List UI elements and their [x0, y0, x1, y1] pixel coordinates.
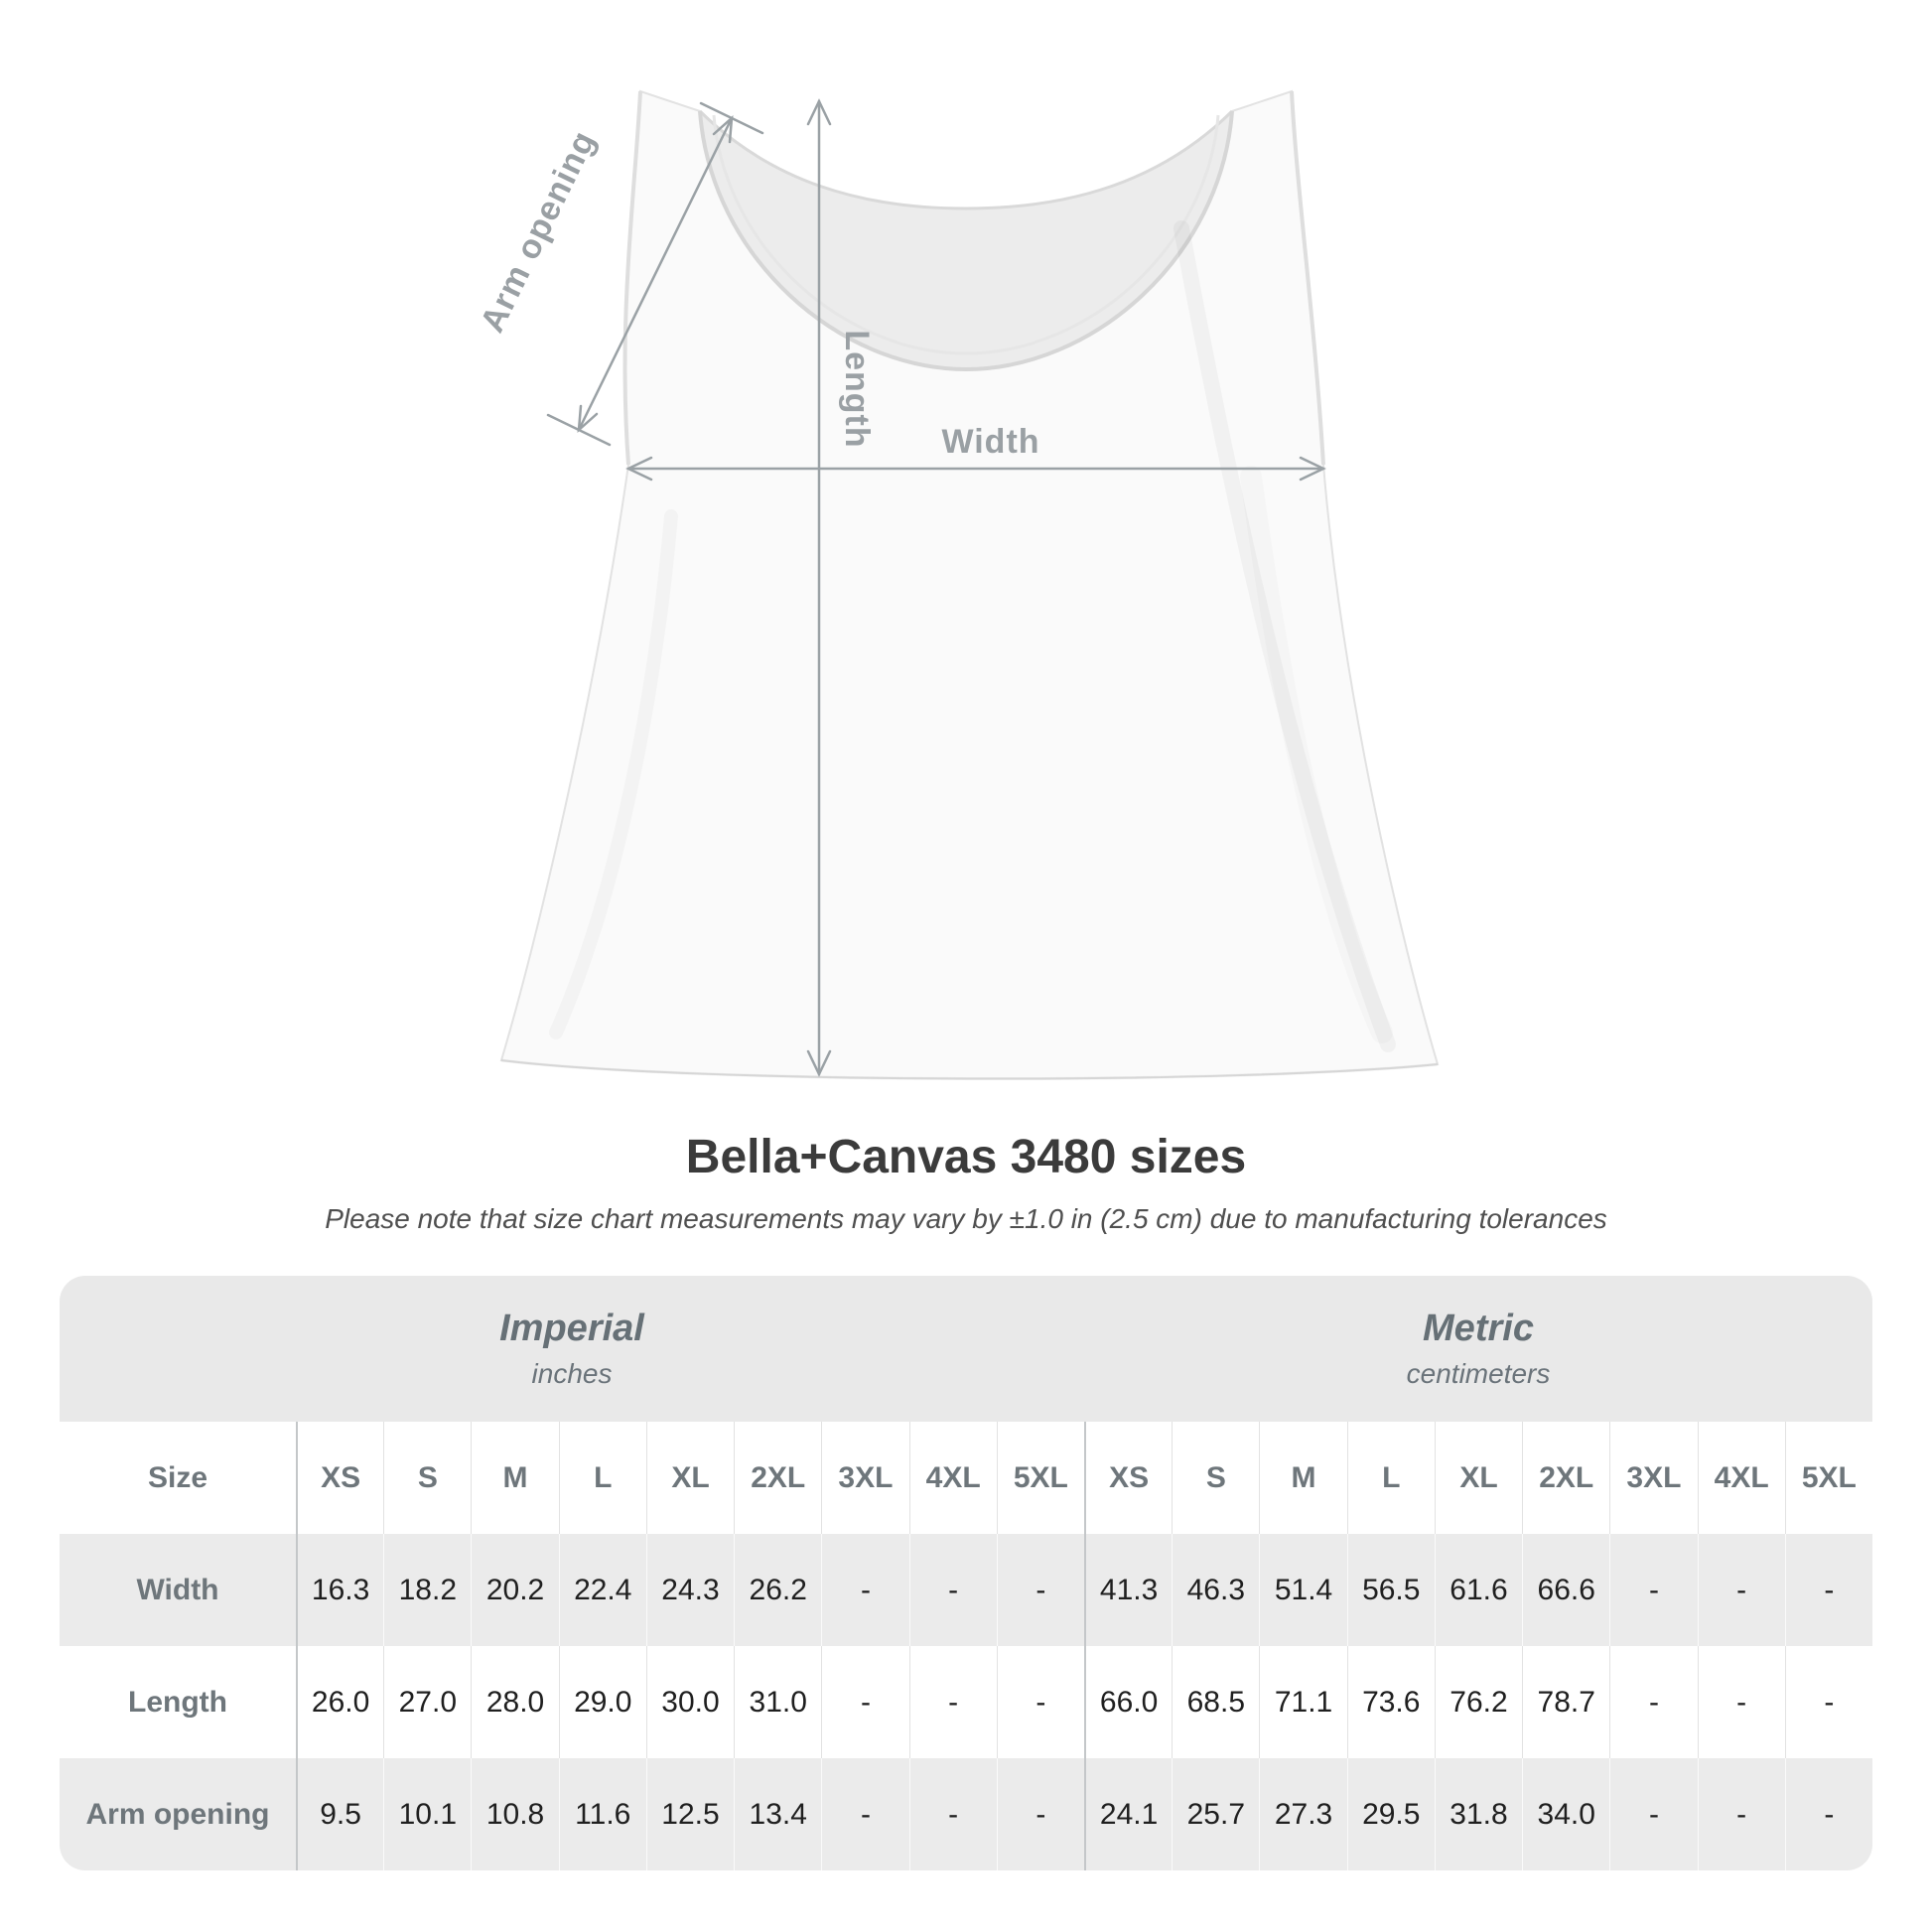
value-cell: 73.6 — [1347, 1646, 1435, 1758]
value-cell: - — [1609, 1758, 1697, 1870]
value-cell: - — [909, 1534, 997, 1646]
value-cell: 24.1 — [1084, 1758, 1172, 1870]
value-cell: 61.6 — [1435, 1534, 1522, 1646]
size-table — [60, 1276, 1872, 1870]
value-cell: 10.8 — [471, 1758, 558, 1870]
size-column-header: 5XL — [997, 1422, 1084, 1534]
arm-opening-label: Arm opening — [473, 124, 604, 339]
value-cell: 16.3 — [296, 1534, 383, 1646]
value-cell: 34.0 — [1522, 1758, 1609, 1870]
value-cell: 78.7 — [1522, 1646, 1609, 1758]
value-cell: 26.0 — [296, 1646, 383, 1758]
value-cell: 13.4 — [734, 1758, 821, 1870]
value-cell: 28.0 — [471, 1646, 558, 1758]
size-column-header: XL — [646, 1422, 734, 1534]
size-column-header: XS — [296, 1422, 383, 1534]
value-cell: 68.5 — [1172, 1646, 1259, 1758]
width-label: Width — [941, 423, 1040, 461]
value-cell: 9.5 — [296, 1758, 383, 1870]
value-cell: - — [1785, 1758, 1872, 1870]
value-cell: 12.5 — [646, 1758, 734, 1870]
value-cell: - — [997, 1646, 1084, 1758]
value-cell: 27.0 — [383, 1646, 471, 1758]
value-cell: - — [821, 1646, 908, 1758]
value-cell: 46.3 — [1172, 1534, 1259, 1646]
imperial-group-header — [60, 1276, 1084, 1422]
value-cell: - — [997, 1534, 1084, 1646]
value-cell: 31.0 — [734, 1646, 821, 1758]
value-cell: 76.2 — [1435, 1646, 1522, 1758]
size-column-header: 4XL — [1698, 1422, 1785, 1534]
metric-group-header — [1084, 1276, 1872, 1422]
size-column-title: Size — [147, 1460, 208, 1494]
unit-group-band — [60, 1276, 1872, 1422]
size-column-header: 3XL — [1609, 1422, 1697, 1534]
value-cell: - — [1698, 1646, 1785, 1758]
value-cell: - — [997, 1758, 1084, 1870]
value-cell: - — [1609, 1534, 1697, 1646]
value-cell: 51.4 — [1259, 1534, 1346, 1646]
value-cell: 18.2 — [383, 1534, 471, 1646]
value-cell: 25.7 — [1172, 1758, 1259, 1870]
size-column-header: L — [1347, 1422, 1435, 1534]
value-cell: 41.3 — [1084, 1534, 1172, 1646]
value-cell: - — [909, 1646, 997, 1758]
size-column-header: S — [1172, 1422, 1259, 1534]
table-row-length — [60, 1646, 1872, 1758]
value-cell: 20.2 — [471, 1534, 558, 1646]
tolerance-note: Please note that size chart measurements may vary by ±1.0 in (2.5 cm) due to manufacturing tolerances — [325, 1203, 1607, 1234]
size-column-header: 3XL — [821, 1422, 908, 1534]
size-column-header: 2XL — [734, 1422, 821, 1534]
imperial-label: Imperial — [499, 1308, 644, 1349]
value-cell: - — [1698, 1758, 1785, 1870]
size-column-header: M — [1259, 1422, 1346, 1534]
size-column-header: M — [471, 1422, 558, 1534]
table-row-arm-opening — [60, 1758, 1872, 1870]
value-cell: 66.0 — [1084, 1646, 1172, 1758]
value-cell: - — [1609, 1646, 1697, 1758]
value-cell: 26.2 — [734, 1534, 821, 1646]
size-column-header: S — [383, 1422, 471, 1534]
size-column-header: 5XL — [1785, 1422, 1872, 1534]
size-header-row — [60, 1422, 1872, 1534]
value-cell: 30.0 — [646, 1646, 734, 1758]
size-column-header: 4XL — [909, 1422, 997, 1534]
metric-unit: centimeters — [1406, 1358, 1551, 1389]
value-cell: 29.5 — [1347, 1758, 1435, 1870]
metric-label: Metric — [1423, 1308, 1534, 1349]
table-row-width — [60, 1534, 1872, 1646]
value-cell: - — [1698, 1534, 1785, 1646]
size-column-header: XS — [1084, 1422, 1172, 1534]
imperial-unit: inches — [531, 1358, 613, 1389]
size-column-header: L — [559, 1422, 646, 1534]
page-title: Bella+Canvas 3480 sizes — [685, 1131, 1247, 1183]
value-cell: - — [821, 1758, 908, 1870]
row-label: Width — [136, 1573, 219, 1606]
value-cell: 31.8 — [1435, 1758, 1522, 1870]
value-cell: 66.6 — [1522, 1534, 1609, 1646]
size-column-header: 2XL — [1522, 1422, 1609, 1534]
value-cell: - — [1785, 1646, 1872, 1758]
value-cell: 24.3 — [646, 1534, 734, 1646]
value-cell: - — [909, 1758, 997, 1870]
value-cell: 22.4 — [559, 1534, 646, 1646]
value-cell: - — [1785, 1534, 1872, 1646]
size-column-header: XL — [1435, 1422, 1522, 1534]
value-cell: 10.1 — [383, 1758, 471, 1870]
row-label: Length — [128, 1685, 227, 1719]
value-cell: 29.0 — [559, 1646, 646, 1758]
value-cell: - — [821, 1534, 908, 1646]
value-cell: 27.3 — [1259, 1758, 1346, 1870]
value-cell: 71.1 — [1259, 1646, 1346, 1758]
value-cell: 11.6 — [559, 1758, 646, 1870]
length-label: Length — [838, 330, 876, 449]
row-label: Arm opening — [85, 1797, 270, 1831]
value-cell: 56.5 — [1347, 1534, 1435, 1646]
